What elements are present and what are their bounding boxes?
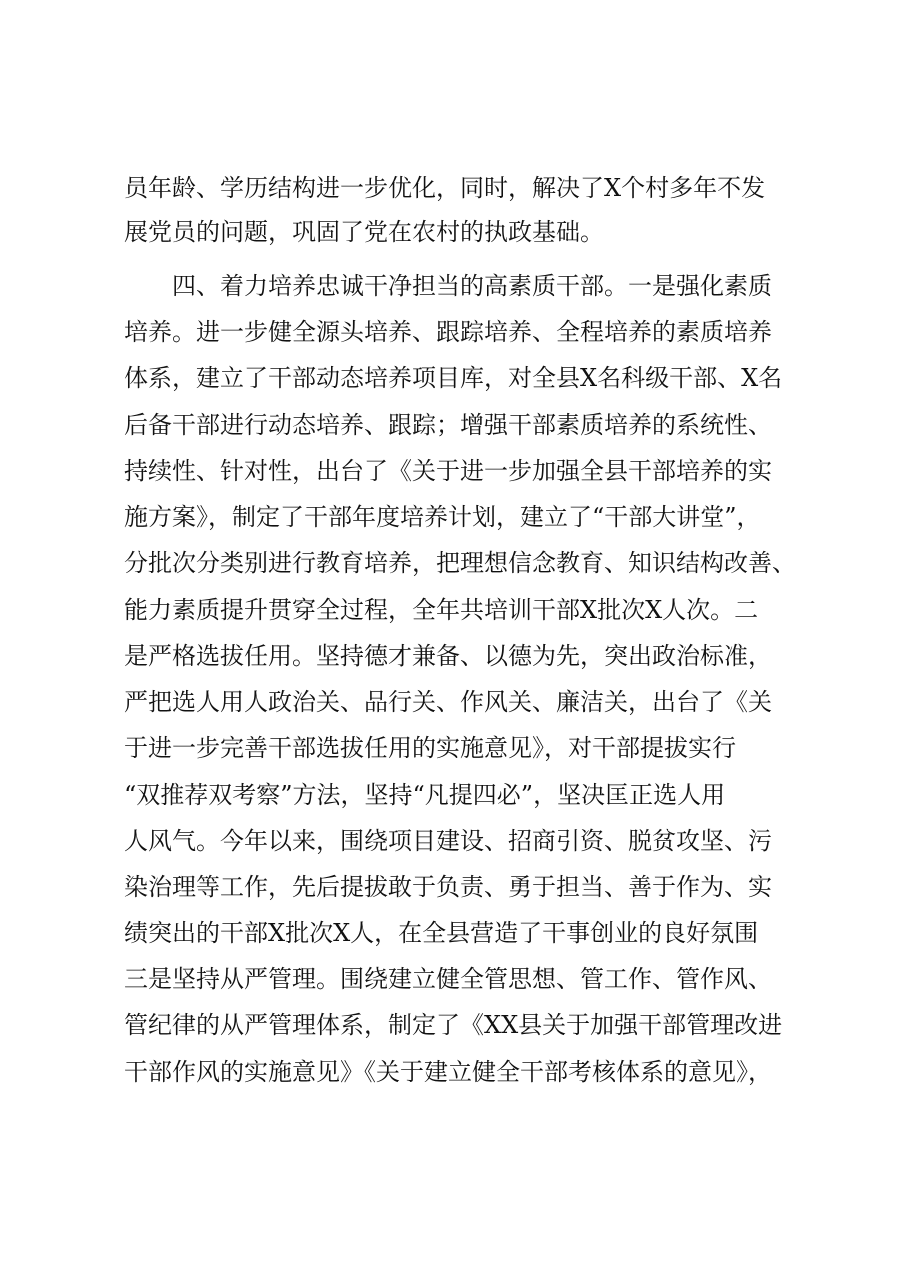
text-line: 是严格选拔任用。坚持德才兼备、以德为先，突出政治标准， [124, 642, 772, 670]
text-line: 三是坚持从严管理。围绕建立健全管思想、管工作、管作风、 [124, 965, 772, 993]
paragraph-start-line: 四、着力培养忠诚干净担当的高素质干部。一是强化素质 [172, 272, 772, 300]
text-line: 后备干部进行动态培养、跟踪；增强干部素质培养的系统性、 [124, 411, 772, 439]
text-line: 持续性、针对性，出台了《关于进一步加强全县干部培养的实 [124, 457, 772, 485]
text-line: 分批次分类别进行教育培养，把理想信念教育、知识结构改善、 [124, 549, 796, 577]
text-line: 绩突出的干部X批次X人，在全县营造了干事创业的良好氛围 [124, 919, 759, 947]
text-line: 员年龄、学历结构进一步优化，同时，解决了X个村多年不发 [124, 174, 766, 202]
text-line: 培养。进一步健全源头培养、跟踪培养、全程培养的素质培养 [124, 318, 772, 346]
text-line: 人风气。今年以来，围绕项目建设、招商引资、脱贫攻坚、污 [124, 827, 772, 855]
text-line: 能力素质提升贯穿全过程，全年共培训干部X批次X人次。二 [124, 596, 759, 624]
text-line: 于进一步完善干部选拔任用的实施意见》，对干部提拔实行 [124, 734, 736, 762]
text-line: 严把选人用人政治关、品行关、作风关、廉洁关，出台了《关 [124, 688, 772, 716]
text-line: “双推荐双考察”方法，坚持“凡提四必”，坚决匡正选人用 [124, 781, 726, 809]
text-line: 管纪律的从严管理体系，制定了《XX县关于加强干部管理改进 [124, 1011, 783, 1039]
text-line: 施方案》，制定了干部年度培养计划，建立了“干部大讲堂”， [124, 503, 761, 531]
text-line: 染治理等工作，先后提拔敢于负责、勇于担当、善于作为、实 [124, 873, 772, 901]
text-line: 干部作风的实施意见》《关于建立健全干部考核体系的意见》， [124, 1058, 772, 1086]
text-line: 体系，建立了干部动态培养项目库，对全县X名科级干部、X名 [124, 364, 783, 392]
text-line: 展党员的问题，巩固了党在农村的执政基础。 [124, 218, 604, 246]
